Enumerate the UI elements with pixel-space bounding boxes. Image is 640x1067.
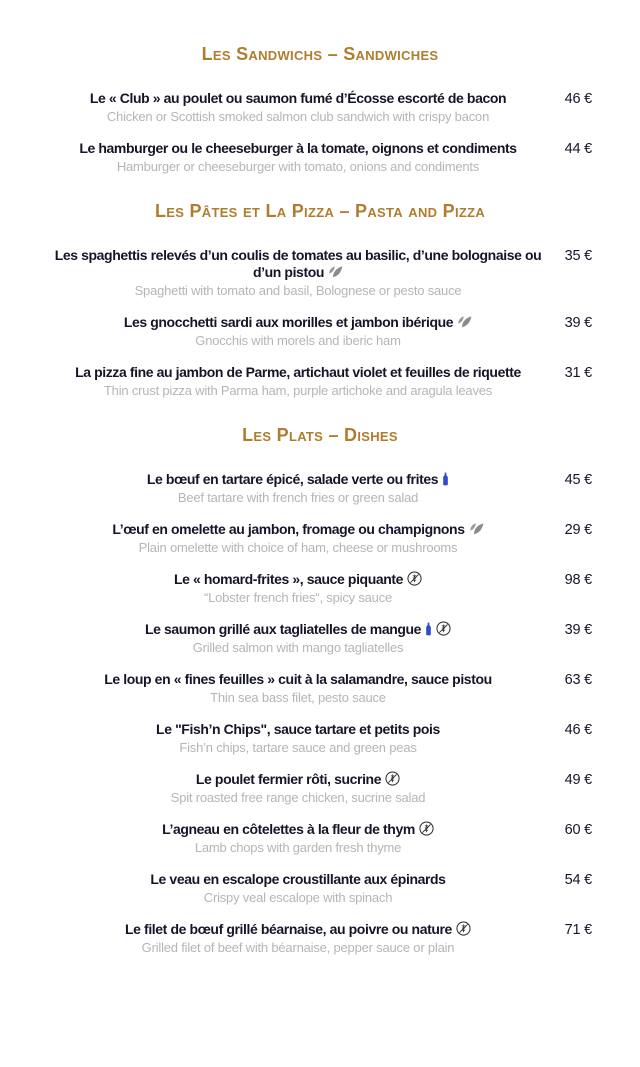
crossed-wheat-icon — [407, 571, 422, 586]
item-price: 54 € — [564, 872, 592, 888]
leaf-icon — [328, 265, 343, 279]
item-price: 31 € — [564, 365, 592, 381]
section-heading: Les Plats – Dishes — [242, 425, 398, 445]
leaf-icon — [469, 522, 484, 536]
item-price: 45 € — [564, 472, 592, 488]
item-subtitle: Chicken or Scottish smoked salmon club sandwich with crispy bacon — [106, 109, 490, 124]
menu-item-veal-escalope — [0, 871, 640, 906]
item-subtitle: Fish’n chips, tartare sauce and green peas — [179, 740, 417, 755]
item-title-text: Le « homard-frites », sauce piquante — [173, 571, 404, 587]
item-price: 60 € — [564, 822, 592, 838]
item-price: 29 € — [564, 522, 592, 538]
item-subtitle: Thin sea bass filet, pesto sauce — [210, 690, 386, 705]
menu-item-fish-n-chips — [0, 721, 640, 756]
section-heading: Les Sandwichs – Sandwiches — [201, 44, 439, 64]
menu-item-lamb-chops — [0, 821, 640, 856]
section-sandwiches — [0, 44, 640, 175]
item-title — [48, 771, 548, 788]
menu-item-club-sandwich — [0, 90, 640, 125]
item-title-text: L’œuf en omelette au jambon, fromage ou champignons — [112, 521, 465, 537]
item-subtitle: “Lobster french fries“, spicy sauce — [203, 590, 393, 605]
item-price: 98 € — [564, 572, 592, 588]
item-title-text: Les spaghettis relevés d’un coulis de tomates au basilic, d’une bolognaise ou d’un pistou — [54, 247, 542, 280]
item-subtitle: Beef tartare with french fries or green salad — [177, 490, 419, 505]
menu-item-pizza — [0, 364, 640, 399]
item-title — [48, 571, 548, 588]
item-title-text: Les gnocchetti sardi aux morilles et jambon ibérique — [123, 314, 454, 330]
item-title-text: La pizza fine au jambon de Parme, artichaut violet et feuilles de riquette — [75, 364, 521, 380]
menu-item-roast-chicken — [0, 771, 640, 806]
item-title-text: Le "Fish’n Chips", sauce tartare et petits pois — [156, 721, 440, 737]
menu-item-beef-tartare — [0, 471, 640, 506]
item-subtitle: Plain omelette with choice of ham, cheese or mushrooms — [138, 540, 458, 555]
item-title — [48, 314, 548, 331]
crossed-wheat-icon — [436, 621, 451, 636]
item-title-text: Le filet de bœuf grillé béarnaise, au poivre ou nature — [125, 921, 452, 937]
item-price: 46 € — [564, 91, 592, 107]
item-title — [48, 471, 548, 488]
item-title — [48, 921, 548, 938]
item-subtitle: Spaghetti with tomato and basil, Bolognese or pesto sauce — [134, 283, 462, 298]
crossed-wheat-icon — [456, 921, 471, 936]
crossed-wheat-icon — [419, 821, 434, 836]
item-title-text: Le bœuf en tartare épicé, salade verte ou frites — [146, 471, 439, 487]
item-price: 49 € — [564, 772, 592, 788]
menu-item-spaghetti — [0, 247, 640, 299]
item-title — [48, 871, 548, 888]
menu-item-gnocchetti — [0, 314, 640, 349]
item-title-text: Le hamburger ou le cheeseburger à la tomate, oignons et condiments — [79, 140, 517, 156]
item-subtitle: Crispy veal escalope with spinach — [203, 890, 393, 905]
item-subtitle: Grilled filet of beef with béarnaise, pepper sauce or plain — [141, 940, 455, 955]
item-title-text: Le poulet fermier rôti, sucrine — [195, 771, 382, 787]
item-title — [48, 364, 548, 381]
item-title — [48, 621, 548, 638]
item-price: 71 € — [564, 922, 592, 938]
item-title — [48, 821, 548, 838]
item-title — [48, 140, 548, 157]
item-title — [48, 671, 548, 688]
item-title-text: Le loup en « fines feuilles » cuit à la salamandre, sauce pistou — [104, 671, 492, 687]
menu-item-sea-bass — [0, 671, 640, 706]
menu-item-hamburger — [0, 140, 640, 175]
bottle-icon — [442, 472, 449, 486]
menu-item-omelette — [0, 521, 640, 556]
section-dishes — [0, 425, 640, 956]
item-title-text: Le veau en escalope croustillante aux épinards — [150, 871, 446, 887]
menu-item-lobster-fries — [0, 571, 640, 606]
bottle-icon — [425, 622, 432, 636]
item-title — [48, 521, 548, 538]
item-subtitle: Grilled salmon with mango tagliatelles — [192, 640, 404, 655]
item-price: 39 € — [564, 622, 592, 638]
item-subtitle: Spit roasted free range chicken, sucrine salad — [170, 790, 426, 805]
leaf-icon — [457, 315, 472, 329]
section-pasta-pizza — [0, 201, 640, 399]
item-title-text: Le « Club » au poulet ou saumon fumé d’Écosse escorté de bacon — [89, 90, 507, 106]
item-subtitle: Gnocchis with morels and iberic ham — [195, 333, 401, 348]
item-title — [48, 90, 548, 107]
item-title — [48, 721, 548, 738]
item-title-text: Le saumon grillé aux tagliatelles de mangue — [144, 621, 422, 637]
item-subtitle: Lamb chops with garden fresh thyme — [194, 840, 402, 855]
menu-item-beef-filet — [0, 921, 640, 956]
item-subtitle: Hamburger or cheeseburger with tomato, onions and condiments — [116, 159, 480, 174]
item-price: 63 € — [564, 672, 592, 688]
menu-item-grilled-salmon — [0, 621, 640, 656]
item-title-text: L’agneau en côtelettes à la fleur de thym — [162, 821, 415, 837]
item-price: 46 € — [564, 722, 592, 738]
item-price: 39 € — [564, 315, 592, 331]
section-heading: Les Pâtes et La Pizza – Pasta and Pizza — [154, 201, 486, 221]
item-title — [48, 247, 548, 281]
item-price: 44 € — [564, 141, 592, 157]
item-subtitle: Thin crust pizza with Parma ham, purple artichoke and aragula leaves — [103, 383, 493, 398]
crossed-wheat-icon — [385, 771, 400, 786]
item-price: 35 € — [564, 248, 592, 264]
